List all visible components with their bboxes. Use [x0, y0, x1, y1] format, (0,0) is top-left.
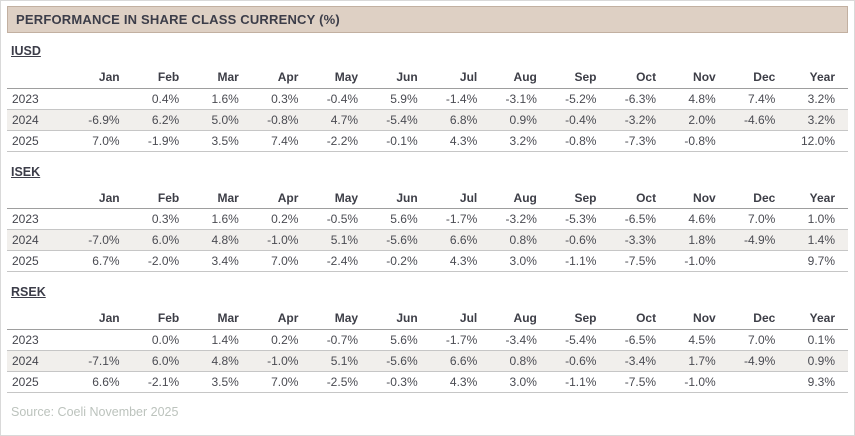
- cell-2025-feb: -1.9%: [133, 130, 193, 151]
- column-header-jun: Jun: [371, 188, 431, 209]
- share-class-label: ISEK: [11, 164, 41, 179]
- column-header-mar: Mar: [192, 188, 252, 209]
- cell-2025-jul: 4.3%: [431, 251, 491, 272]
- cell-2024-jul: 6.8%: [431, 109, 491, 130]
- cell-2024-year: 1.4%: [788, 230, 848, 251]
- cell-2024-dec: -4.9%: [729, 350, 789, 371]
- corner-cell: [7, 67, 73, 88]
- row-label-2023: 2023: [7, 209, 73, 230]
- cell-2024-mar: 4.8%: [192, 230, 252, 251]
- column-header-sep: Sep: [550, 67, 610, 88]
- column-header-nov: Nov: [669, 67, 729, 88]
- column-header-jan: Jan: [73, 188, 133, 209]
- cell-2023-jan: [73, 329, 133, 350]
- panel-title-bar: [7, 6, 848, 33]
- cell-2025-year: 9.7%: [788, 251, 848, 272]
- column-header-jul: Jul: [431, 308, 491, 329]
- cell-2025-apr: 7.0%: [252, 251, 312, 272]
- cell-2023-year: 3.2%: [788, 88, 848, 109]
- cell-2025-oct: -7.3%: [609, 130, 669, 151]
- cell-2023-jul: -1.7%: [431, 209, 491, 230]
- cell-2023-sep: -5.4%: [550, 329, 610, 350]
- cell-2024-nov: 1.7%: [669, 350, 729, 371]
- table-row-2025: [7, 371, 848, 392]
- source-note: Source: Coeli November 2025: [11, 404, 179, 419]
- cell-2024-may: 5.1%: [311, 230, 371, 251]
- cell-2025-jan: 6.7%: [73, 251, 133, 272]
- cell-2023-feb: 0.3%: [133, 209, 193, 230]
- cell-2023-apr: 0.3%: [252, 88, 312, 109]
- cell-2024-year: 3.2%: [788, 109, 848, 130]
- column-header-apr: Apr: [252, 188, 312, 209]
- cell-2024-jan: -6.9%: [73, 109, 133, 130]
- cell-2025-dec: [729, 371, 789, 392]
- share-class-section-isek: [7, 165, 848, 273]
- cell-2025-may: -2.5%: [311, 371, 371, 392]
- cell-2023-sep: -5.3%: [550, 209, 610, 230]
- cell-2025-jan: 7.0%: [73, 130, 133, 151]
- column-header-jul: Jul: [431, 188, 491, 209]
- cell-2023-oct: -6.3%: [609, 88, 669, 109]
- cell-2025-oct: -7.5%: [609, 371, 669, 392]
- cell-2023-jul: -1.7%: [431, 329, 491, 350]
- cell-2024-sep: -0.6%: [550, 350, 610, 371]
- cell-2024-jul: 6.6%: [431, 230, 491, 251]
- table-row-2024: [7, 109, 848, 130]
- table-row-2024: [7, 230, 848, 251]
- cell-2023-nov: 4.8%: [669, 88, 729, 109]
- table-row-2025: [7, 251, 848, 272]
- column-header-aug: Aug: [490, 308, 550, 329]
- column-header-nov: Nov: [669, 308, 729, 329]
- cell-2023-dec: 7.0%: [729, 209, 789, 230]
- table-row-2025: [7, 130, 848, 151]
- cell-2024-aug: 0.8%: [490, 350, 550, 371]
- column-header-dec: Dec: [729, 188, 789, 209]
- column-header-feb: Feb: [133, 188, 193, 209]
- cell-2025-apr: 7.4%: [252, 130, 312, 151]
- column-header-oct: Oct: [609, 188, 669, 209]
- cell-2025-feb: -2.1%: [133, 371, 193, 392]
- cell-2025-dec: [729, 130, 789, 151]
- cell-2024-dec: -4.6%: [729, 109, 789, 130]
- column-header-may: May: [311, 188, 371, 209]
- column-header-aug: Aug: [490, 67, 550, 88]
- cell-2025-aug: 3.0%: [490, 251, 550, 272]
- cell-2023-may: -0.5%: [311, 209, 371, 230]
- cell-2024-nov: 1.8%: [669, 230, 729, 251]
- cell-2024-jul: 6.6%: [431, 350, 491, 371]
- performance-table: [7, 188, 848, 273]
- column-header-feb: Feb: [133, 308, 193, 329]
- cell-2023-year: 1.0%: [788, 209, 848, 230]
- cell-2023-year: 0.1%: [788, 329, 848, 350]
- cell-2023-jun: 5.9%: [371, 88, 431, 109]
- column-header-jun: Jun: [371, 67, 431, 88]
- panel-title: PERFORMANCE IN SHARE CLASS CURRENCY (%): [16, 12, 340, 27]
- cell-2025-apr: 7.0%: [252, 371, 312, 392]
- cell-2025-mar: 3.5%: [192, 371, 252, 392]
- cell-2024-year: 0.9%: [788, 350, 848, 371]
- cell-2023-jan: [73, 209, 133, 230]
- cell-2025-mar: 3.5%: [192, 130, 252, 151]
- column-header-jun: Jun: [371, 308, 431, 329]
- cell-2025-jul: 4.3%: [431, 130, 491, 151]
- cell-2023-may: -0.7%: [311, 329, 371, 350]
- cell-2024-jun: -5.4%: [371, 109, 431, 130]
- column-header-dec: Dec: [729, 67, 789, 88]
- cell-2025-jun: -0.3%: [371, 371, 431, 392]
- table-header-row: [7, 308, 848, 329]
- column-header-dec: Dec: [729, 308, 789, 329]
- cell-2023-dec: 7.0%: [729, 329, 789, 350]
- column-header-oct: Oct: [609, 67, 669, 88]
- column-header-aug: Aug: [490, 188, 550, 209]
- cell-2023-nov: 4.5%: [669, 329, 729, 350]
- cell-2023-aug: -3.1%: [490, 88, 550, 109]
- cell-2023-oct: -6.5%: [609, 329, 669, 350]
- cell-2024-feb: 6.2%: [133, 109, 193, 130]
- cell-2024-dec: -4.9%: [729, 230, 789, 251]
- table-row-2024: [7, 350, 848, 371]
- cell-2024-apr: -0.8%: [252, 109, 312, 130]
- cell-2024-sep: -0.4%: [550, 109, 610, 130]
- cell-2023-aug: -3.4%: [490, 329, 550, 350]
- cell-2023-nov: 4.6%: [669, 209, 729, 230]
- performance-table: [7, 308, 848, 393]
- column-header-year: Year: [788, 308, 848, 329]
- cell-2024-apr: -1.0%: [252, 230, 312, 251]
- cell-2023-oct: -6.5%: [609, 209, 669, 230]
- cell-2025-may: -2.4%: [311, 251, 371, 272]
- cell-2025-nov: -1.0%: [669, 371, 729, 392]
- cell-2023-mar: 1.6%: [192, 88, 252, 109]
- cell-2023-feb: 0.0%: [133, 329, 193, 350]
- cell-2024-oct: -3.4%: [609, 350, 669, 371]
- cell-2023-apr: 0.2%: [252, 209, 312, 230]
- share-class-sections: [7, 44, 848, 393]
- row-label-2024: 2024: [7, 109, 73, 130]
- cell-2024-aug: 0.9%: [490, 109, 550, 130]
- cell-2024-mar: 5.0%: [192, 109, 252, 130]
- cell-2023-jul: -1.4%: [431, 88, 491, 109]
- corner-cell: [7, 308, 73, 329]
- cell-2024-nov: 2.0%: [669, 109, 729, 130]
- column-header-sep: Sep: [550, 188, 610, 209]
- cell-2025-sep: -1.1%: [550, 251, 610, 272]
- column-header-may: May: [311, 308, 371, 329]
- share-class-section-rsek: [7, 285, 848, 393]
- cell-2025-jun: -0.2%: [371, 251, 431, 272]
- cell-2025-feb: -2.0%: [133, 251, 193, 272]
- row-label-2024: 2024: [7, 350, 73, 371]
- row-label-2025: 2025: [7, 130, 73, 151]
- cell-2023-sep: -5.2%: [550, 88, 610, 109]
- cell-2024-may: 4.7%: [311, 109, 371, 130]
- cell-2025-mar: 3.4%: [192, 251, 252, 272]
- cell-2025-oct: -7.5%: [609, 251, 669, 272]
- cell-2025-aug: 3.0%: [490, 371, 550, 392]
- cell-2024-oct: -3.3%: [609, 230, 669, 251]
- row-label-2025: 2025: [7, 251, 73, 272]
- table-header-row: [7, 67, 848, 88]
- corner-cell: [7, 188, 73, 209]
- cell-2023-may: -0.4%: [311, 88, 371, 109]
- column-header-apr: Apr: [252, 308, 312, 329]
- cell-2025-jun: -0.1%: [371, 130, 431, 151]
- cell-2025-jan: 6.6%: [73, 371, 133, 392]
- cell-2024-mar: 4.8%: [192, 350, 252, 371]
- cell-2025-sep: -1.1%: [550, 371, 610, 392]
- cell-2023-jun: 5.6%: [371, 329, 431, 350]
- table-row-2023: [7, 329, 848, 350]
- cell-2023-feb: 0.4%: [133, 88, 193, 109]
- cell-2024-aug: 0.8%: [490, 230, 550, 251]
- cell-2025-year: 9.3%: [788, 371, 848, 392]
- column-header-oct: Oct: [609, 308, 669, 329]
- column-header-mar: Mar: [192, 308, 252, 329]
- cell-2023-aug: -3.2%: [490, 209, 550, 230]
- cell-2024-sep: -0.6%: [550, 230, 610, 251]
- cell-2024-feb: 6.0%: [133, 350, 193, 371]
- column-header-jan: Jan: [73, 67, 133, 88]
- share-class-label: IUSD: [11, 44, 41, 58]
- cell-2025-nov: -1.0%: [669, 251, 729, 272]
- row-label-2024: 2024: [7, 230, 73, 251]
- column-header-year: Year: [788, 188, 848, 209]
- table-row-2023: [7, 209, 848, 230]
- cell-2024-jun: -5.6%: [371, 350, 431, 371]
- cell-2023-jan: [73, 88, 133, 109]
- column-header-year: Year: [788, 67, 848, 88]
- column-header-jul: Jul: [431, 67, 491, 88]
- cell-2025-nov: -0.8%: [669, 130, 729, 151]
- share-class-section-iusd: [7, 44, 848, 152]
- cell-2023-mar: 1.4%: [192, 329, 252, 350]
- cell-2024-apr: -1.0%: [252, 350, 312, 371]
- cell-2024-feb: 6.0%: [133, 230, 193, 251]
- column-header-jan: Jan: [73, 308, 133, 329]
- cell-2024-jun: -5.6%: [371, 230, 431, 251]
- cell-2024-jan: -7.1%: [73, 350, 133, 371]
- cell-2025-aug: 3.2%: [490, 130, 550, 151]
- share-class-label: RSEK: [11, 285, 46, 299]
- column-header-may: May: [311, 67, 371, 88]
- cell-2024-oct: -3.2%: [609, 109, 669, 130]
- row-label-2023: 2023: [7, 329, 73, 350]
- column-header-nov: Nov: [669, 188, 729, 209]
- column-header-mar: Mar: [192, 67, 252, 88]
- cell-2025-sep: -0.8%: [550, 130, 610, 151]
- column-header-sep: Sep: [550, 308, 610, 329]
- column-header-apr: Apr: [252, 67, 312, 88]
- row-label-2025: 2025: [7, 371, 73, 392]
- cell-2025-year: 12.0%: [788, 130, 848, 151]
- cell-2023-apr: 0.2%: [252, 329, 312, 350]
- cell-2023-dec: 7.4%: [729, 88, 789, 109]
- cell-2023-jun: 5.6%: [371, 209, 431, 230]
- column-header-feb: Feb: [133, 67, 193, 88]
- row-label-2023: 2023: [7, 88, 73, 109]
- cell-2025-jul: 4.3%: [431, 371, 491, 392]
- performance-table: [7, 67, 848, 152]
- cell-2025-may: -2.2%: [311, 130, 371, 151]
- table-row-2023: [7, 88, 848, 109]
- cell-2024-jan: -7.0%: [73, 230, 133, 251]
- cell-2023-mar: 1.6%: [192, 209, 252, 230]
- cell-2025-dec: [729, 251, 789, 272]
- table-header-row: [7, 188, 848, 209]
- cell-2024-may: 5.1%: [311, 350, 371, 371]
